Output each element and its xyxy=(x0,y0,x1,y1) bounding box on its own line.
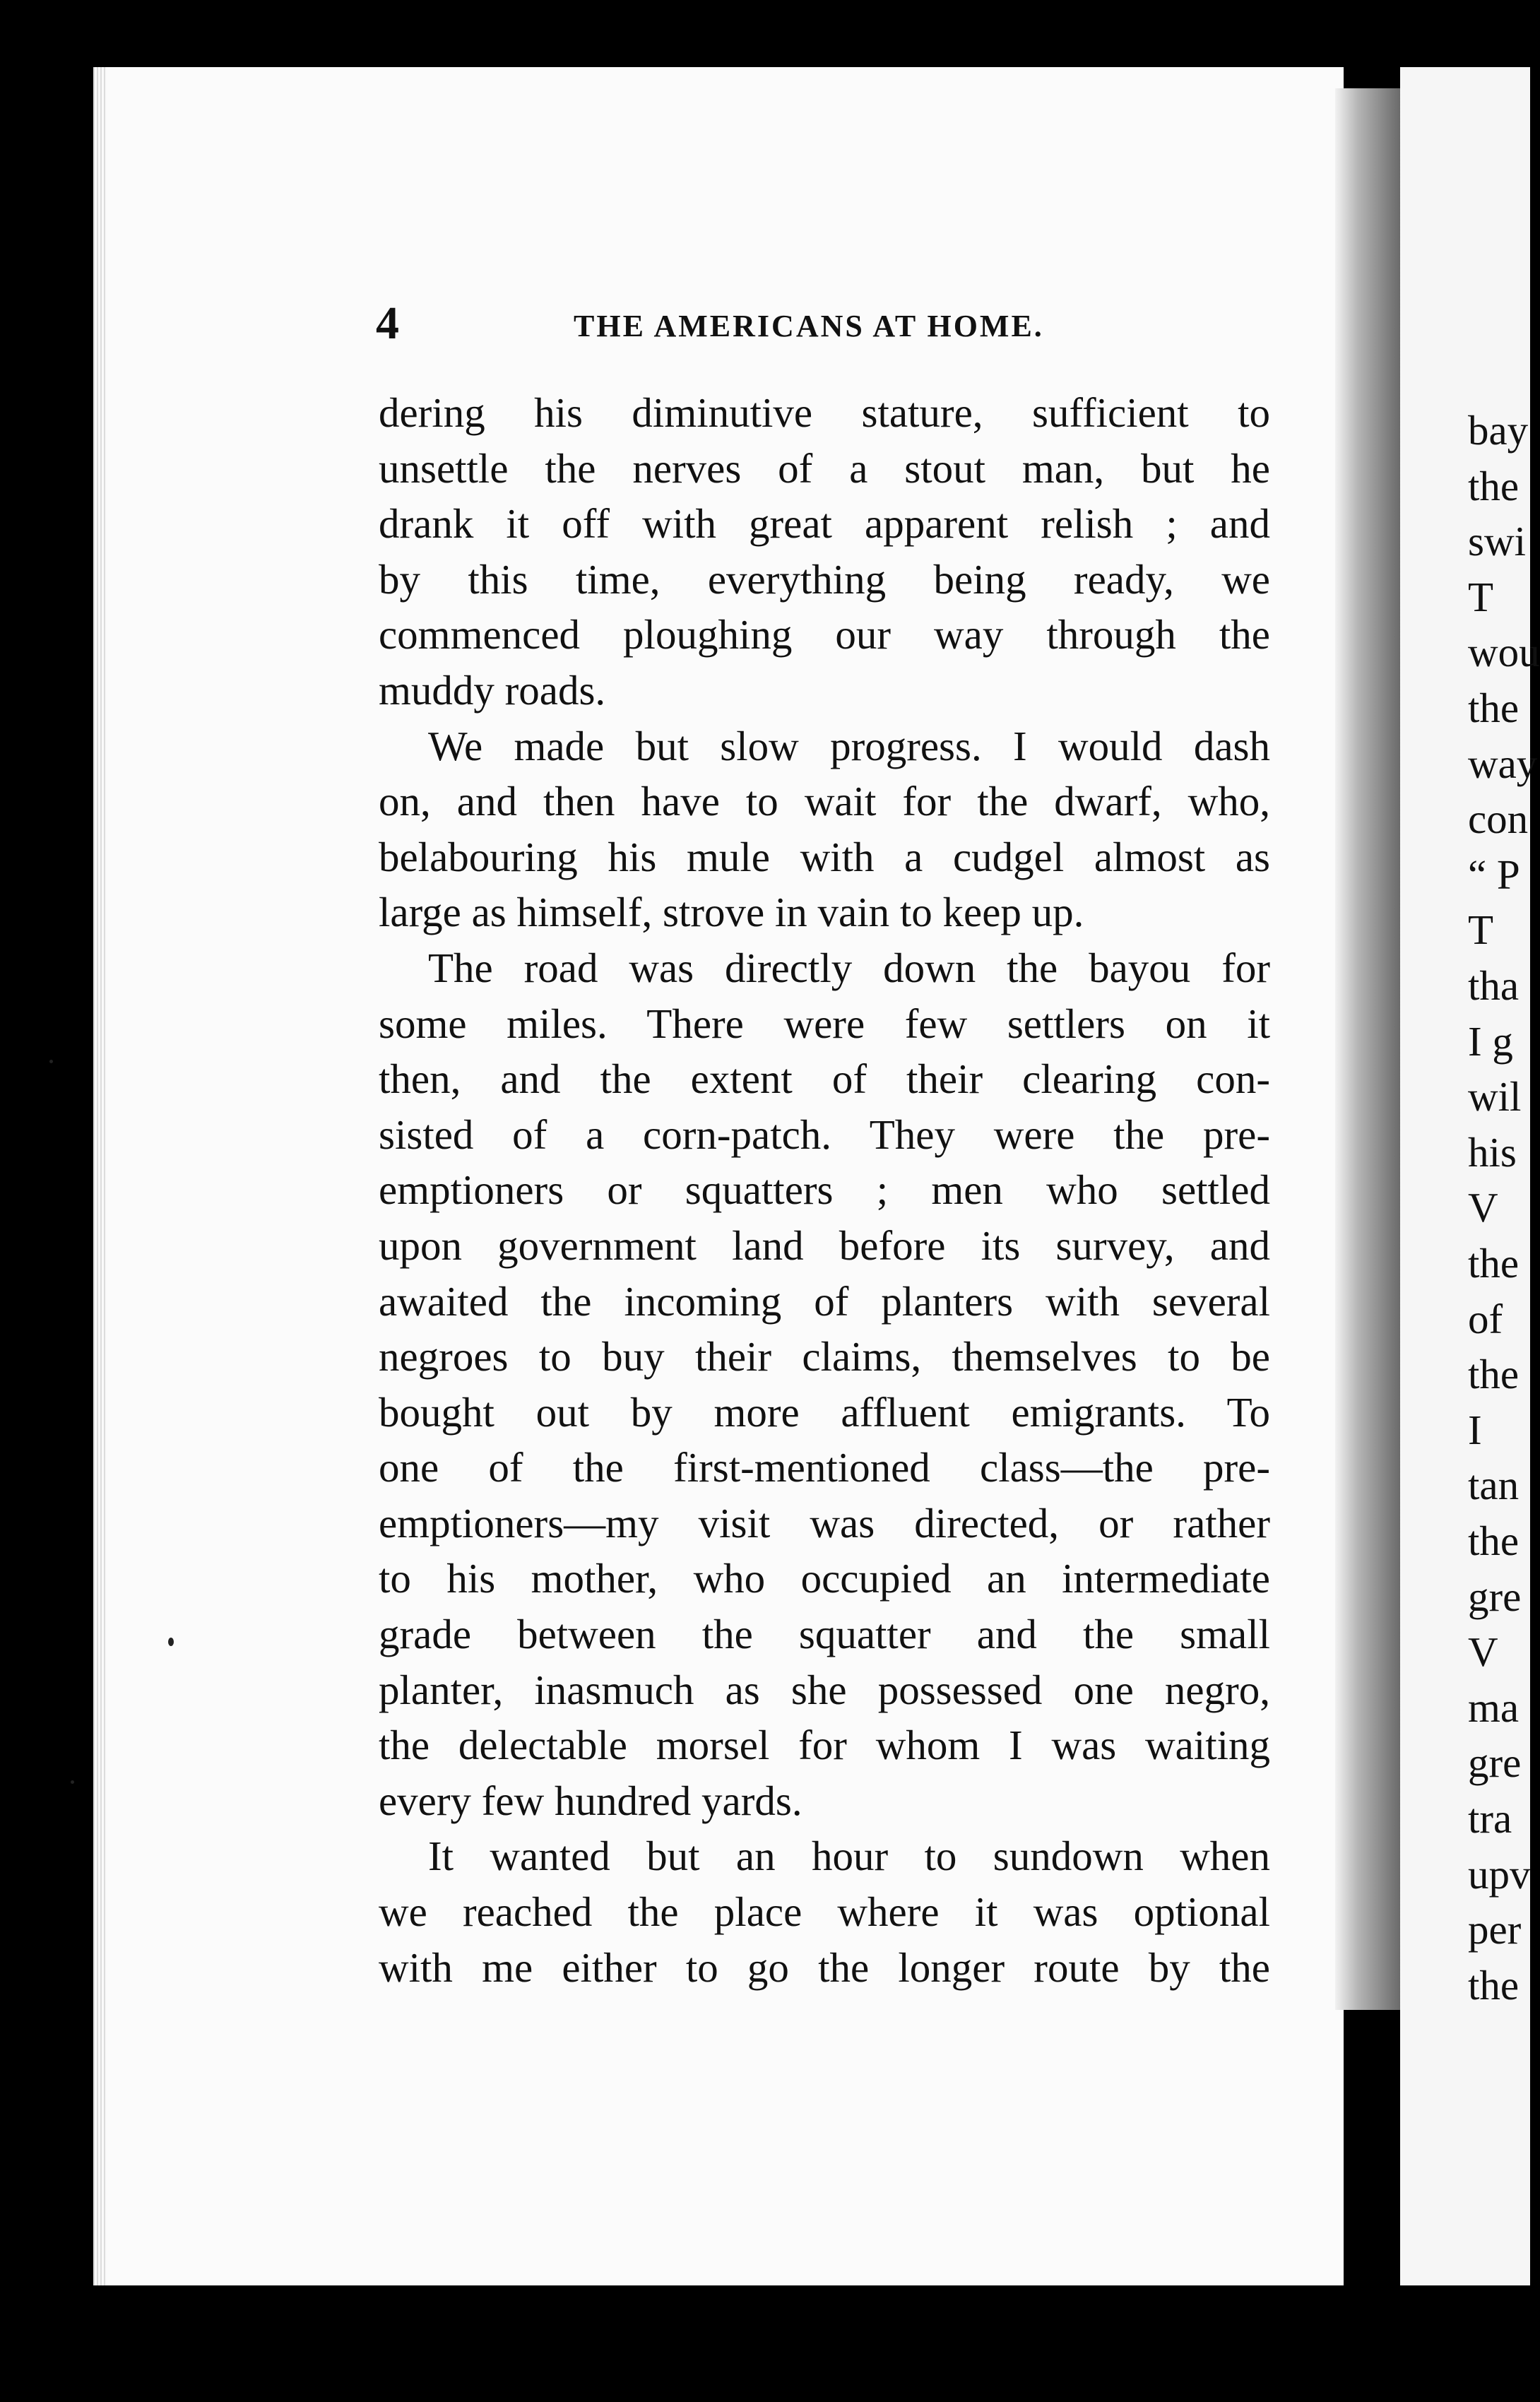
facing-page-fragment: I xyxy=(1468,1406,1482,1453)
facing-page-fragment: gre xyxy=(1468,1739,1522,1787)
facing-page-fragment: the xyxy=(1468,1961,1520,2008)
facing-page-fragment: T xyxy=(1468,906,1494,954)
facing-page-fragment: his xyxy=(1468,1128,1517,1176)
facing-page-fragment: the xyxy=(1468,685,1520,731)
scan-speck xyxy=(168,1638,174,1646)
text-line: belabouring his mule with a cudgel almost as xyxy=(379,833,1270,880)
facing-page-fragment: V xyxy=(1468,1628,1498,1676)
facing-page-fragment: ma xyxy=(1468,1684,1520,1731)
running-title: THE AMERICANS AT HOME. xyxy=(574,309,1044,343)
text-line: awaited the incoming of planters with several xyxy=(379,1277,1270,1325)
text-line: It wanted but an hour to sundown when xyxy=(428,1833,1270,1880)
facing-page-fragment: wou xyxy=(1468,629,1540,676)
body-text xyxy=(379,385,1270,1995)
facing-page-fragment: of xyxy=(1468,1295,1503,1342)
text-line: by this time, everything being ready, we xyxy=(379,555,1270,603)
facing-page-fragment: V xyxy=(1468,1184,1498,1231)
scan-speck xyxy=(71,1780,74,1784)
text-line: bought out by more affluent emigrants. To xyxy=(379,1388,1270,1436)
text-line: then, and the extent of their clearing con- xyxy=(379,1055,1270,1103)
facing-page-fragment: T xyxy=(1468,573,1494,620)
text-line: some miles. There were few settlers on it xyxy=(379,1000,1270,1047)
text-line: muddy roads. xyxy=(379,666,606,714)
facing-page-fragment: gre xyxy=(1468,1573,1522,1620)
text-line: The road was directly down the bayou for xyxy=(428,944,1270,991)
facing-page-fragment: swi xyxy=(1468,518,1526,565)
page-number: 4 xyxy=(376,297,399,349)
facing-page-fragment: the xyxy=(1468,1351,1520,1398)
facing-page-fragment: per xyxy=(1468,1906,1522,1953)
text-line: one of the first-mentioned class—the pre- xyxy=(379,1444,1270,1491)
text-line: emptioners—my visit was directed, or rather xyxy=(379,1499,1270,1546)
text-line: unsettle the nerves of a stout man, but he xyxy=(379,444,1270,492)
gutter-shadow xyxy=(1335,88,1400,2010)
facing-page-fragment: the xyxy=(1468,462,1520,509)
text-line: large as himself, strove in vain to keep up. xyxy=(379,889,1084,936)
facing-page-fragment: tra xyxy=(1468,1795,1512,1842)
text-line: planter, inasmuch as she possessed one negro, xyxy=(379,1666,1270,1713)
facing-page-fragment: way xyxy=(1468,740,1538,787)
facing-page-fragment: the xyxy=(1468,1240,1520,1286)
text-line: every few hundred yards. xyxy=(379,1777,802,1824)
text-line: dering his diminutive stature, sufficient to xyxy=(379,389,1270,436)
facing-page xyxy=(1400,67,1540,2285)
facing-page-fragment: “ P xyxy=(1468,851,1520,898)
text-line: upon government land before its survey, and xyxy=(379,1221,1270,1269)
text-line: We made but slow progress. I would dash xyxy=(428,722,1270,769)
text-line: the delectable morsel for whom I was waiting xyxy=(379,1722,1270,1769)
text-line: sisted of a corn-patch. They were the pre- xyxy=(379,1111,1270,1158)
facing-page-fragment: tan xyxy=(1468,1462,1520,1509)
text-line: drank it off with great apparent relish ; and xyxy=(379,500,1270,548)
text-line: on, and then have to wait for the dwarf, who, xyxy=(379,778,1270,825)
facing-page-fragment: upv xyxy=(1468,1850,1531,1898)
facing-page-fragment: wil xyxy=(1468,1073,1522,1120)
facing-page-fragment: con xyxy=(1468,795,1529,843)
text-line: we reached the place where it was optional xyxy=(379,1888,1270,1936)
facing-page-fragment: the xyxy=(1468,1517,1520,1564)
facing-page-fragment: tha xyxy=(1468,962,1520,1009)
text-line: negroes to buy their claims, themselves to be xyxy=(379,1333,1270,1380)
text-line: grade between the squatter and the small xyxy=(379,1611,1270,1658)
text-line: emptioners or squatters ; men who settled xyxy=(379,1166,1270,1214)
scan-speck xyxy=(49,1060,53,1063)
facing-page-fragment: I g xyxy=(1468,1017,1513,1065)
text-line: commenced ploughing our way through the xyxy=(379,611,1270,658)
text-line: with me either to go the longer route by the xyxy=(379,1944,1270,1991)
text-line: to his mother, who occupied an intermediate xyxy=(379,1555,1270,1602)
facing-page-fragment: bay xyxy=(1468,407,1529,454)
